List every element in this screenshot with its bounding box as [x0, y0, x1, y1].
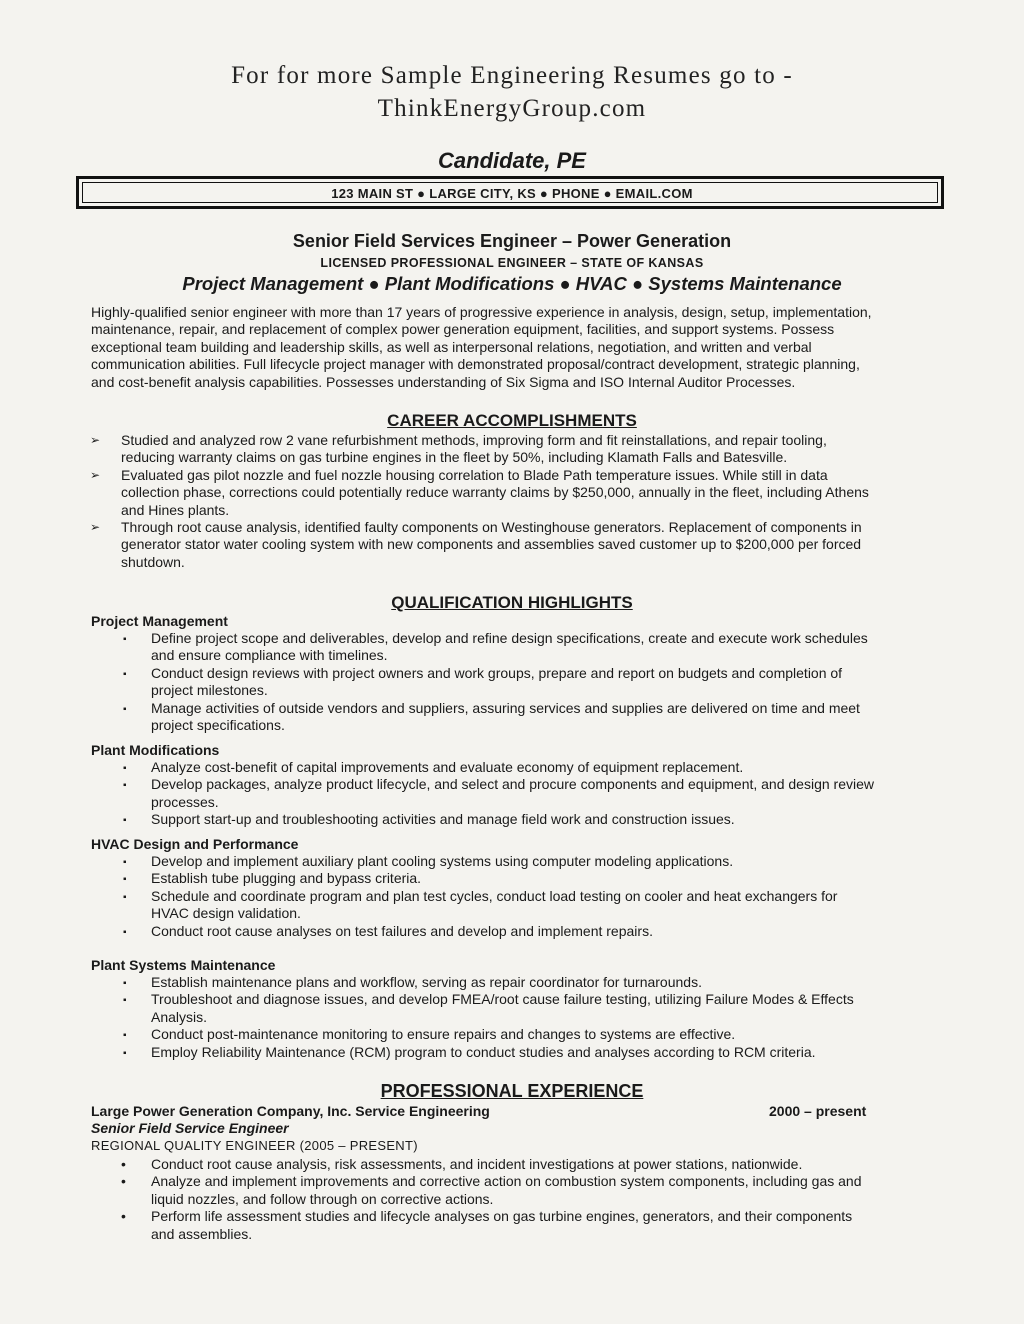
qualification-heading: Project Management [91, 613, 228, 629]
list-item: ➢ Through root cause analysis, identified faulty components on Westinghouse generators. Replacement of components in generator stator water cooling system with new components and assemblies saved customer up to $200,000 per forced shutdown. [90, 519, 862, 570]
promo-line-1: For for more Sample Engineering Resumes go to - [231, 62, 793, 89]
round-bullet-icon: • [121, 1156, 126, 1172]
role-title: REGIONAL QUALITY ENGINEER (2005 – PRESENT) [91, 1138, 418, 1153]
contact-line: 123 MAIN ST ● LARGE CITY, KS ● PHONE ● EMAIL.COM [331, 186, 693, 201]
qualification-heading: Plant Systems Maintenance [91, 957, 276, 973]
list-item: • Perform life assessment studies and lifecycle analyses on gas turbine engines, generators, and their components and assemblies. [121, 1208, 853, 1242]
summary-line: and cost-benefit analysis capabilities. Possesses understanding of Six Sigma and ISO Internal Auditor Processes. [91, 373, 796, 390]
candidate-name: Candidate, PE [438, 148, 586, 173]
qualification-heading: Plant Modifications [91, 742, 220, 758]
list-item: • Analyze and implement improvements and corrective action on combustion system components, including gas and liquid nozzles, and follow through on corrective actions. [121, 1173, 862, 1207]
promo-line-2: ThinkEnergyGroup.com [377, 95, 647, 122]
square-bullet-icon: ▪ [123, 634, 127, 645]
accomplishments-list [90, 432, 869, 571]
list-item: ▪ Conduct root cause analyses on test failures and develop and implement repairs. [151, 923, 837, 940]
list-item: ▪ Schedule and coordinate program and plan test cycles, conduct load testing on cooler and heat exchangers for HVAC design validation. [123, 887, 838, 922]
list-item: ▪ Support start-up and troubleshooting activities and manage field work and construction issues. [151, 811, 874, 828]
square-bullet-icon: ▪ [123, 891, 127, 903]
specialties-line: Project Management ● Plant Modifications ● HVAC ● Systems Maintenance [182, 273, 842, 294]
list-item: ▪ Establish maintenance plans and workflow, serving as repair coordinator for turnarounds. [151, 974, 854, 991]
list-item: ▪ Manage activities of outside vendors and suppliers, assuring services and supplies are delivered on time and meet project specifications. [123, 699, 860, 734]
section-title-qualifications: QUALIFICATION HIGHLIGHTS [391, 593, 633, 612]
list-item: • Conduct root cause analysis, risk assessments, and incident investigations at power stations, nationwide. [121, 1156, 803, 1172]
square-bullet-icon: ▪ [123, 857, 127, 868]
qualification-list [123, 974, 854, 1061]
list-item: ▪ Define project scope and deliverables, develop and refine design specifications, create and execute work schedules and ensure compliance with timelines. [123, 630, 868, 664]
list-item: ▪ Analyze cost-benefit of capital improvements and evaluate economy of equipment replacement. [151, 759, 874, 776]
square-bullet-icon: ▪ [123, 703, 127, 715]
square-bullet-icon: ▪ [123, 815, 127, 827]
list-item: ▪ Establish tube plugging and bypass criteria. [151, 870, 837, 887]
list-item: ▪ Troubleshoot and diagnose issues, and develop FMEA/root cause failure testing, utilizing Failure Modes & Effects Analysis. [123, 991, 854, 1025]
list-item: ▪ Conduct post-maintenance monitoring to ensure repairs and changes to systems are effective. [151, 1026, 854, 1043]
qualification-list [123, 853, 838, 940]
arrow-bullet-icon: ➢ [90, 433, 101, 447]
qualification-heading: HVAC Design and Performance [91, 836, 299, 852]
list-item: ▪ Develop packages, analyze product lifecycle, and select and procure components and equipment, and design review processes. [123, 776, 874, 810]
headline-title: Senior Field Services Engineer – Power Generation [292, 231, 732, 251]
square-bullet-icon: ▪ [123, 926, 127, 938]
square-bullet-icon: ▪ [123, 978, 127, 989]
arrow-bullet-icon: ➢ [90, 520, 101, 535]
square-bullet-icon: ▪ [123, 763, 127, 774]
round-bullet-icon: • [121, 1208, 126, 1225]
list-item: ▪ Employ Reliability Maintenance (RCM) program to conduct studies and analyses according to RCM criteria. [151, 1044, 854, 1061]
experience-list [121, 1156, 862, 1243]
summary-paragraph [91, 304, 872, 391]
license-line: LICENSED PROFESSIONAL ENGINEER – STATE OF KANSAS [320, 256, 704, 270]
list-item: ➢ Studied and analyzed row 2 vane refurbishment methods, improving form and fit reinstallations, and repair tooling, reducing warranty claims on gas turbine engines in the fleet by 50%, including Klamath Falls and Batesville. [90, 432, 827, 466]
summary-line: communication abilities. Full lifecycle project manager with demonstrated proposal/contract development, strategic planning, [91, 356, 860, 373]
section-title-experience: PROFESSIONAL EXPERIENCE [380, 1081, 644, 1101]
square-bullet-icon: ▪ [123, 995, 127, 1007]
summary-line: maintenance, repair, and replacement of complex power generation equipment, facilities, and support systems. Possess [91, 321, 835, 338]
square-bullet-icon: ▪ [123, 780, 127, 792]
list-item: ▪ Develop and implement auxiliary plant cooling systems using computer modeling applications. [151, 853, 837, 870]
square-bullet-icon: ▪ [123, 1047, 127, 1059]
square-bullet-icon: ▪ [123, 874, 127, 886]
square-bullet-icon: ▪ [123, 668, 127, 680]
list-item: ▪ Conduct design reviews with project owners and work groups, prepare and report on budgets and completion of project milestones. [123, 664, 843, 699]
employment-dates: 2000 – present [769, 1103, 867, 1119]
summary-line: Highly-qualified senior engineer with more than 17 years of progressive experience in analysis, design, setup, implementation, [91, 304, 872, 320]
square-bullet-icon: ▪ [123, 1030, 127, 1042]
job-title: Senior Field Service Engineer [91, 1120, 289, 1136]
qualification-list [123, 630, 868, 734]
section-title-accomplishments: CAREER ACCOMPLISHMENTS [387, 411, 637, 430]
arrow-bullet-icon: ➢ [90, 467, 101, 482]
list-item: ➢ Evaluated gas pilot nozzle and fuel nozzle housing correlation to Blade Path temperature issues. While still in data collection phase, corrections could potentially reduce warranty claims by $250,000, annually in the fleet, including Athens and Hines plants. [90, 466, 869, 518]
employer-name: Large Power Generation Company, Inc. Service Engineering [91, 1103, 490, 1119]
qualification-list [123, 759, 874, 829]
round-bullet-icon: • [121, 1173, 126, 1190]
summary-line: exceptional team building and leadership skills, as well as interpersonal relations, negotiation, and written and verbal [91, 338, 812, 355]
